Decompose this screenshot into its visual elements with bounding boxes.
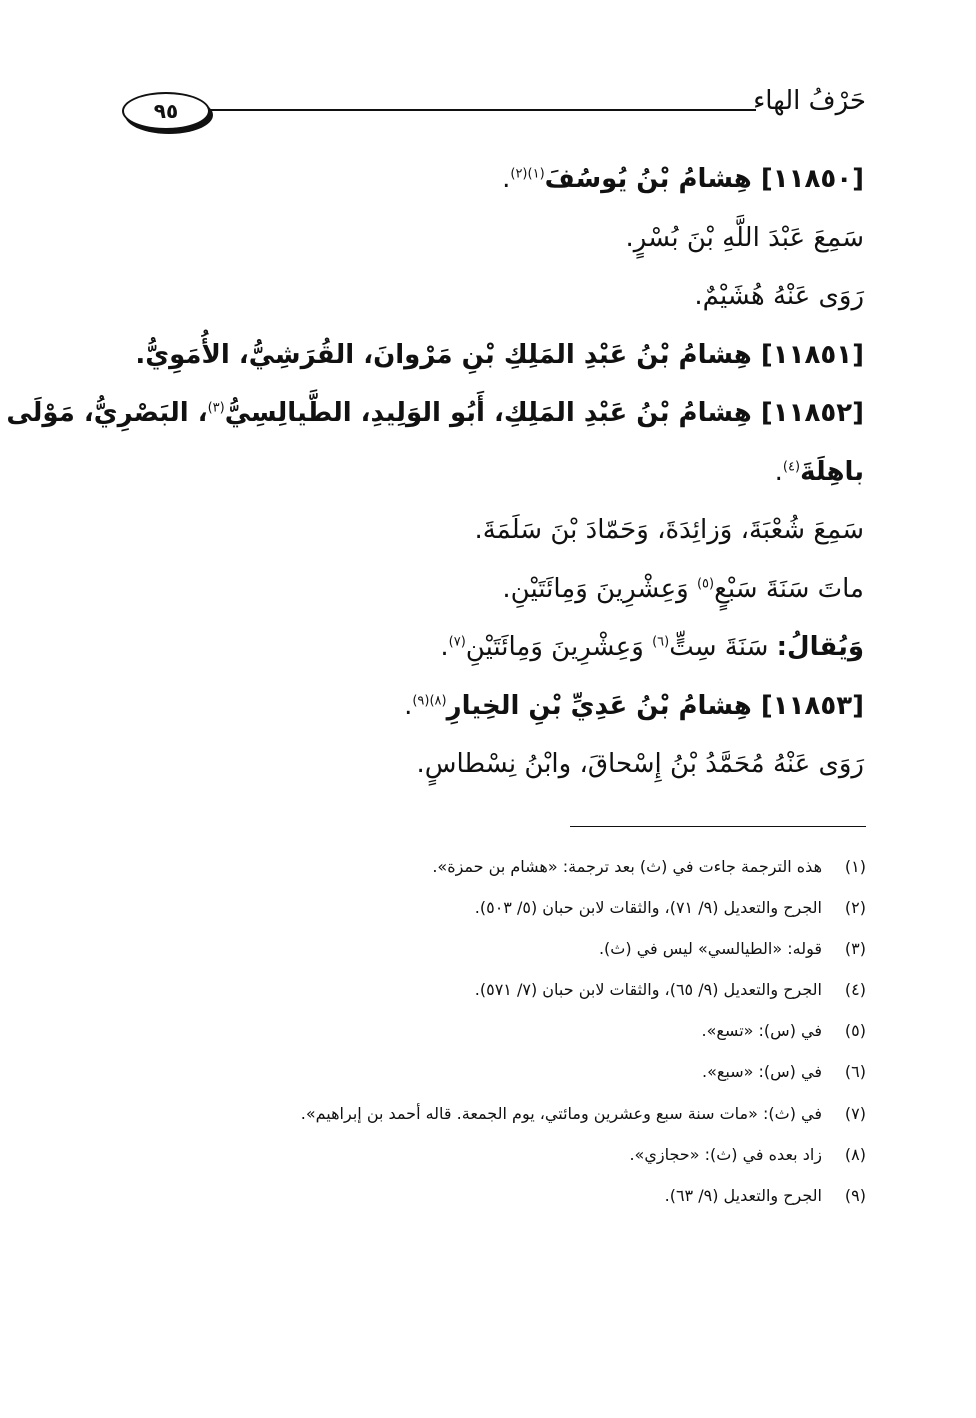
footnote-text: في (ث): «مات سنة سبع وعشرين ومائتي، يوم الجمعة. قاله أحمد بن إبراهيم». (300, 1103, 822, 1123)
entry-line-11852-cont (124, 443, 864, 502)
footnote-item (186, 1010, 866, 1051)
punctuation: . (440, 632, 449, 662)
footnote-text: هذه الترجمة جاءت في (ث) بعد ترجمة: «هشام بن حمزة». (432, 857, 822, 876)
footnote-ref: (٣) (207, 400, 225, 416)
footnote-ref: (٦) (652, 634, 670, 650)
entry-line-11852 (6, 384, 864, 443)
footnote-number: (٤) (844, 980, 866, 1000)
footnote-item (186, 1134, 866, 1175)
footnote-number: (٣) (844, 939, 866, 959)
entry-heading: باهِلَةَ (800, 456, 864, 487)
entry-heading: [١١٨٥٠] هِشامُ بْنُ يُوسُفَ (544, 164, 864, 194)
footnote-text: الجرح والتعديل (٩/ ٧١)، والثقات لابن حبان (٥/ ٥٠٣). (474, 898, 822, 918)
footnote-text: الجرح والتعديل (٩/ ٦٥)، والثقات لابن حبان (٧/ ٥٧١). (474, 980, 822, 1000)
footnote-item (186, 928, 866, 969)
text-span: رَوَى عَنْهُ مُحَمَّدُ بْنُ إِسْحاقَ، وابْنُ نِسْطاسٍ. (416, 749, 864, 779)
entry-line-11850 (124, 150, 864, 209)
footnote-ref: (٥) (696, 575, 715, 591)
text-span: وَعِشْرِينَ وَمِائَتَيْنِ. (502, 573, 697, 604)
footnote-ref: (٤) (782, 458, 801, 474)
footnote-item (186, 1093, 866, 1134)
footnote-text: الجرح والتعديل (٩/ ٦٣). (664, 1185, 822, 1205)
text-line (124, 501, 864, 560)
footnote-item (186, 969, 866, 1010)
text-span: ماتَ سَنَةَ سَبْعٍ (714, 573, 864, 604)
header-rule (208, 109, 756, 111)
footnote-separator (570, 826, 866, 827)
entry-heading: [١١٨٥٣] هِشامُ بْنُ عَدِيِّ بْنِ الخِيارِ (446, 690, 864, 721)
text-line (124, 209, 864, 268)
text-line (124, 560, 864, 619)
punctuation: . (774, 456, 783, 487)
footnote-number: (١) (844, 857, 866, 876)
footnote-item (186, 846, 866, 887)
footnote-number: (٢) (844, 898, 866, 918)
entry-line-11853 (124, 677, 864, 736)
footnote-text: في (س): «سبع». (702, 1062, 822, 1082)
footnote-item (186, 887, 866, 928)
footnote-ref: (٨)(٩) (412, 692, 447, 708)
entry-line-11851 (124, 326, 864, 385)
text-line (124, 618, 864, 677)
footnote-item (186, 1175, 866, 1216)
footnote-text: قوله: «الطيالسي» ليس في (ث). (598, 939, 822, 959)
text-span: رَوَى عَنْهُ هُشَيْمٌ. (694, 281, 864, 311)
punctuation: . (502, 164, 511, 194)
bold-phrase: وَيُقالُ: (776, 632, 864, 662)
entry-heading-cont: ، البَصْرِيُّ، مَوْلَى (6, 398, 208, 428)
footnote-number: (٦) (844, 1062, 866, 1082)
footnotes (186, 846, 866, 1216)
footnote-number: (٩) (844, 1185, 866, 1205)
footnote-number: (٧) (844, 1103, 866, 1123)
footnote-item (186, 1051, 866, 1092)
main-text (6, 150, 864, 794)
footnote-ref: (١)(٢) (510, 166, 545, 182)
entry-heading: [١١٨٥٢] هِشامُ بْنُ عَبْدِ المَلِكِ، أَبُو الوَلِيدِ، الطَّيالِسِيُّ (224, 398, 864, 428)
chapter-title: حَرْفُ الهاء (753, 86, 866, 116)
text-line (124, 267, 864, 326)
page-header (120, 80, 866, 140)
text-span: سَمِعَ شُعْبَةَ، وَزائِدَةَ، وَحَمّادَ بْنَ سَلَمَةَ. (474, 515, 864, 545)
footnote-ref: (٧) (448, 634, 466, 650)
page-number: ٩٥ (122, 92, 210, 130)
entry-heading: [١١٨٥١] هِشامُ بْنُ عَبْدِ المَلِكِ بْنِ مَرْوانَ، القُرَشِيُّ، الأُمَوِيُّ. (135, 339, 864, 370)
footnote-number: (٨) (844, 1144, 866, 1164)
text-span: وَعِشْرِينَ وَمِائَتَيْنِ (465, 632, 653, 662)
footnote-number: (٥) (844, 1021, 866, 1041)
punctuation: . (404, 690, 413, 721)
footnote-text: زاد بعده في (ث): «حجازي». (629, 1144, 822, 1164)
footnote-text: في (س): «تسع». (701, 1021, 822, 1041)
text-span: سَمِعَ عَبْدَ اللَّهِ بْنَ بُسْرٍ. (625, 222, 864, 253)
text-line (124, 735, 864, 794)
text-span: سَنَةَ سِتٍّ (669, 632, 777, 662)
